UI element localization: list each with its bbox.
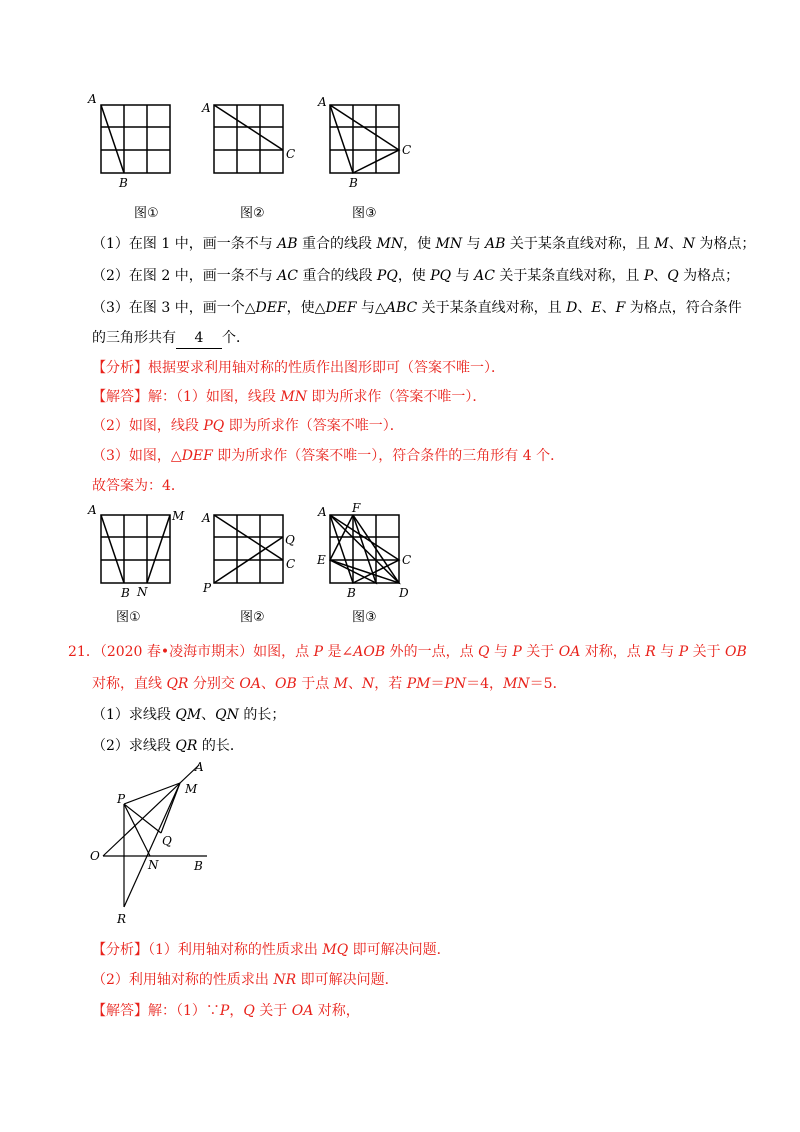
q21-fig-label-n: N [148,858,159,872]
fig2-bottom-label-q: Q [285,533,295,547]
fig3-top-label-a: A [318,95,327,109]
fig2-top [200,90,310,190]
q21-line-2: 对称，直线 QR 分别交 OA、OB 于点 M、N，若 PM＝PN＝4，MN＝5． [92,676,567,692]
answer-blank: 4 [176,328,222,349]
solution-line-2: （2）如图，线段 PQ 即为所求作（答案不唯一）． [92,418,404,434]
fig1-bottom-label-m: M [172,509,185,523]
fig2-bottom-label-p: P [203,581,212,595]
fig3-bottom-label-e: E [317,553,326,567]
q21-fig-label-a: A [195,760,204,774]
caption-bottom-1: 图① [116,610,141,625]
caption-bottom-2: 图② [240,610,265,625]
fig3-bottom-label-c: C [402,553,412,567]
caption-top-1: 图① [134,206,159,221]
fig1-top [85,90,185,190]
fig1-bottom-label-n: N [137,585,148,599]
q21-sub-1: （1）求线段 QM、QN 的长； [92,707,286,723]
fig2-top-label-a: A [202,101,211,115]
caption-top-3: 图③ [352,206,377,221]
fig2-bottom-label-c: C [286,557,296,571]
analysis-line: 【分析】根据要求利用轴对称的性质作出图形即可（答案不唯一）． [92,360,505,376]
q21-solution-1: 【解答】解：（1）∵P，Q 关于 OA 对称， [92,1003,360,1019]
q21-fig-label-b: B [194,859,203,873]
fig3-top-label-b: B [349,176,358,190]
fig1-bottom-label-a: A [88,503,97,517]
q21-analysis-1: 【分析】（1）利用轴对称的性质求出 MQ 即可解决问题． [92,942,451,958]
question-part-1: （1）在图 1 中，画一条不与 AB 重合的线段 MN，使 MN 与 AB 关于某条直线对称，且 M、N 为格点； [92,236,756,252]
q21-fig-label-p: P [117,792,126,806]
q21-line-1: 21．（2020 春•凌海市期末）如图，点 P 是∠AOB 外的一点，点 Q 与 P 关于 OA 对称，点 R 与 P 关于 OB [68,644,747,660]
fig3-bottom [316,500,426,600]
caption-top-2: 图② [240,206,265,221]
fig3-top [316,90,426,190]
q21-fig-label-q: Q [162,834,172,848]
answer-line: 故答案为：4． [92,478,185,494]
q21-fig-label-m: M [185,782,198,796]
fig3-bottom-label-a: A [318,505,327,519]
q21-sub-2: （2）求线段 QR 的长． [92,738,244,754]
fig1-bottom [85,500,195,600]
fig2-top-label-c: C [286,147,296,161]
fig3-bottom-label-b: B [347,586,356,600]
q21-analysis-2: （2）利用轴对称的性质求出 NR 即可解决问题． [92,972,399,988]
caption-bottom-3: 图③ [352,610,377,625]
question-part-3: （3）在图 3 中，画一个△DEF，使△DEF 与△ABC 关于某条直线对称，且 D、E、F 为格点，符合条件 [92,300,742,316]
fig1-bottom-label-b: B [121,586,130,600]
q21-fig-label-o: O [90,849,100,863]
q21-fig-label-r: R [117,912,127,926]
solution-line-1: 【解答】解：（1）如图，线段 MN 即为所求作（答案不唯一）． [92,389,487,405]
question-part-2: （2）在图 2 中，画一条不与 AC 重合的线段 PQ，使 PQ 与 AC 关于某条直线对称，且 P、Q 为格点； [92,268,740,284]
solution-line-3: （3）如图，△DEF 即为所求作（答案不唯一），符合条件的三角形有 4 个． [92,448,565,464]
fig3-bottom-label-f: F [352,501,361,515]
fig1-top-label-a: A [88,92,97,106]
fig2-bottom-label-a: A [202,511,211,525]
fig1-top-label-b: B [119,176,128,190]
fig2-bottom [200,500,310,600]
q21-figure [82,755,222,930]
fig3-bottom-label-d: D [399,586,409,600]
question-part-3-cont: 的三角形共有 4 个． [92,328,250,349]
fig3-top-label-c: C [402,143,412,157]
